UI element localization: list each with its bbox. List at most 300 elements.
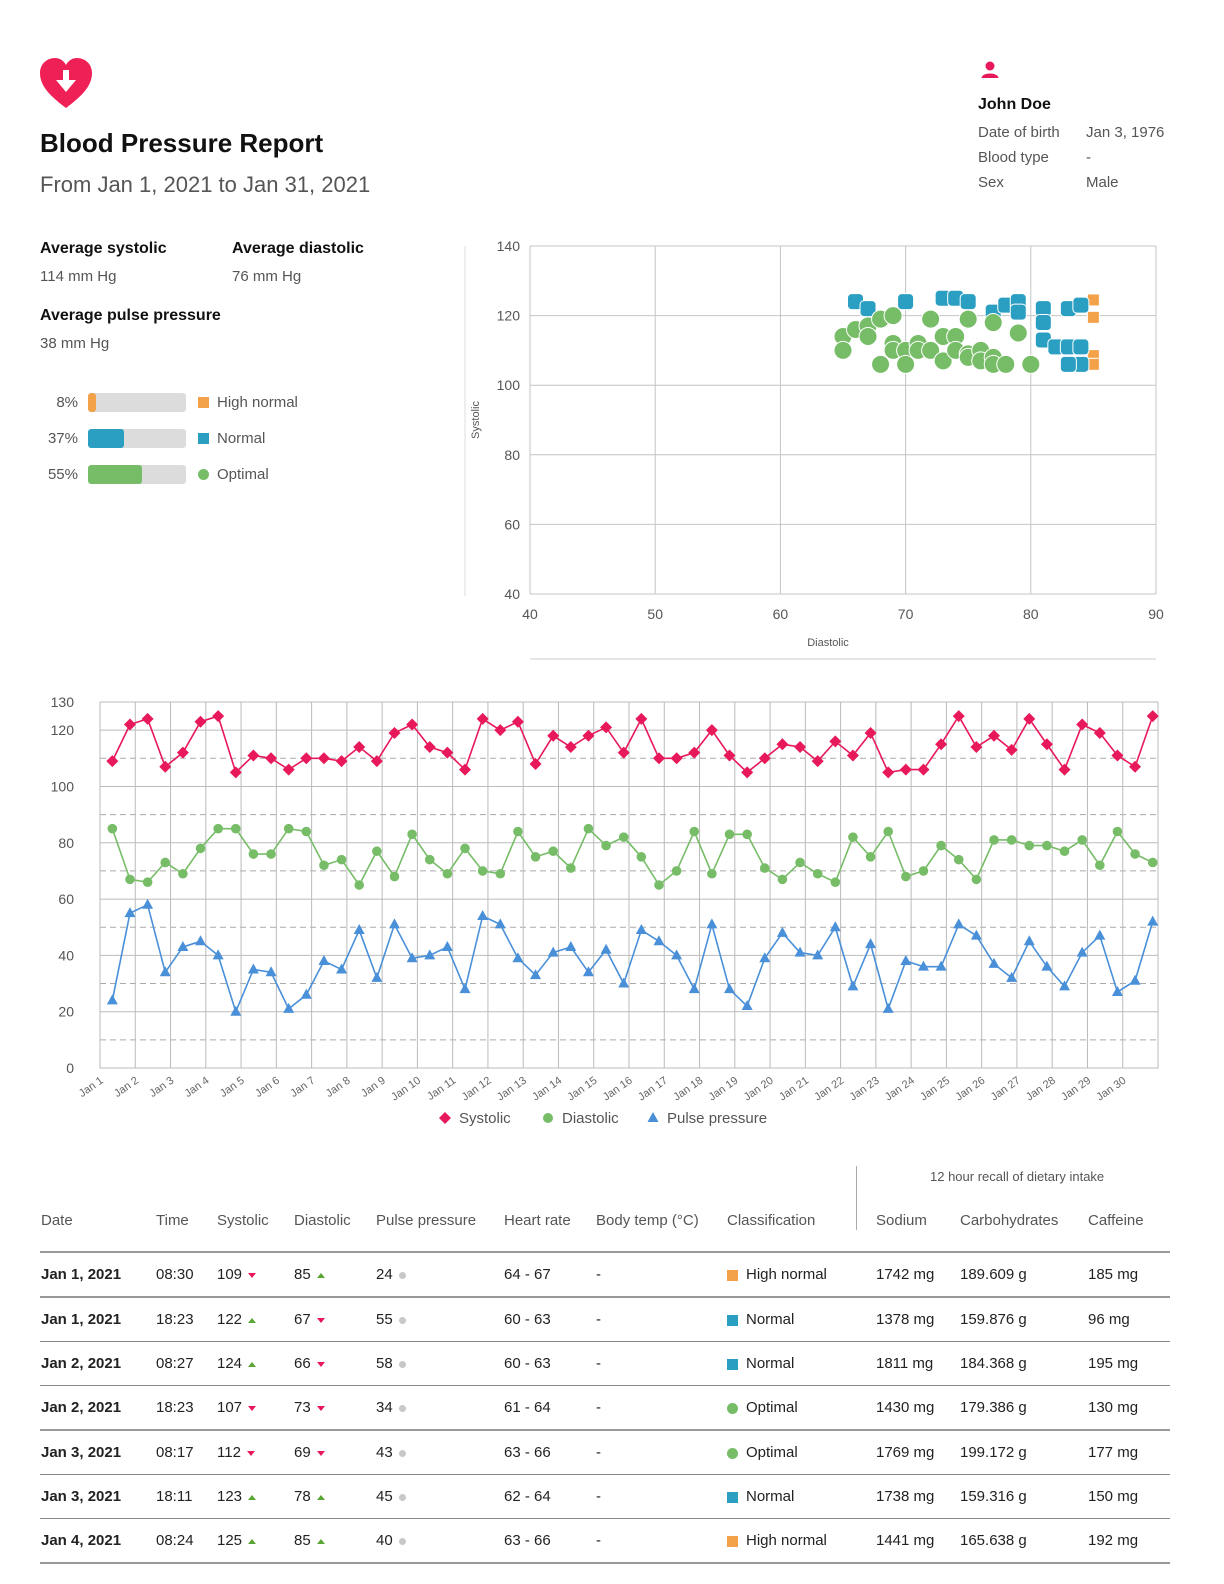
cell-pulse-pressure: 34 xyxy=(375,1386,503,1431)
distribution-high-normal: 8% High normal xyxy=(56,393,298,411)
systolic-point xyxy=(1147,710,1159,722)
cell-body-temp: - xyxy=(595,1430,726,1475)
systolic-point xyxy=(935,738,947,750)
pulse-pressure-point xyxy=(371,972,382,982)
diastolic-point xyxy=(760,863,770,873)
diastolic-point xyxy=(178,869,188,879)
cell-carbohydrates: 189.609 g xyxy=(959,1252,1087,1297)
cell-systolic: 109 xyxy=(216,1252,293,1297)
distribution-optimal: 55% Optimal xyxy=(47,465,269,483)
neutral-dot-icon xyxy=(399,1450,406,1457)
systolic-point xyxy=(618,747,630,759)
cell-heart-rate: 63 - 66 xyxy=(503,1430,595,1475)
trend-up-icon xyxy=(317,1539,325,1544)
diastolic-point xyxy=(672,866,682,876)
pulse-pressure-point xyxy=(389,918,400,928)
pulse-pressure-point xyxy=(283,1003,294,1013)
pulse-pressure-point xyxy=(460,983,471,993)
cell-diastolic: 73 xyxy=(293,1386,375,1431)
systolic-point xyxy=(1059,764,1071,776)
line-chart-x-tick-label: Jan 19 xyxy=(706,1074,741,1104)
diastolic-point xyxy=(689,827,699,837)
neutral-dot-icon xyxy=(399,1361,406,1368)
diastolic-point xyxy=(742,830,752,840)
cell-sodium: 1769 mg xyxy=(875,1430,959,1475)
systolic-point xyxy=(318,752,330,764)
diastolic-point xyxy=(407,830,417,840)
table-row xyxy=(40,1297,1170,1342)
cell-systolic: 107 xyxy=(216,1386,293,1431)
pulse-pressure-point xyxy=(1130,975,1141,985)
pulse-pressure-point xyxy=(248,963,259,973)
pulse-pressure-point xyxy=(442,941,453,951)
systolic-point xyxy=(1041,738,1053,750)
line-chart-x-tick-label: Jan 1 xyxy=(76,1074,106,1100)
cell-sodium: 1430 mg xyxy=(875,1386,959,1431)
pulse-pressure-point xyxy=(142,899,153,909)
pulse-pressure-point xyxy=(230,1006,241,1016)
cell-body-temp: - xyxy=(595,1475,726,1519)
diastolic-point xyxy=(302,827,312,837)
diastolic-point xyxy=(372,846,382,856)
neutral-dot-icon xyxy=(399,1317,406,1324)
pulse-pressure-point xyxy=(565,941,576,951)
cell-systolic: 124 xyxy=(216,1342,293,1386)
line-chart-x-tick-label: Jan 22 xyxy=(812,1074,847,1104)
pulse-pressure-point xyxy=(1112,986,1123,996)
legend-systolic-icon xyxy=(439,1112,451,1124)
pulse-pressure-point xyxy=(1147,916,1158,926)
systolic-point xyxy=(124,719,136,731)
pulse-pressure-point xyxy=(618,978,629,988)
scatter-point-high-normal xyxy=(1087,311,1099,323)
pulse-pressure-point xyxy=(777,927,788,937)
cell-date: Jan 2, 2021 xyxy=(40,1342,155,1386)
pulse-pressure-point xyxy=(989,958,1000,968)
diastolic-point xyxy=(831,877,841,887)
patient-field-dob: Date of birth Jan 3, 1976 xyxy=(978,124,1165,141)
diastolic-point xyxy=(566,863,576,873)
trend-up-icon xyxy=(317,1495,325,1500)
pulse-pressure-point xyxy=(883,1003,894,1013)
systolic-point xyxy=(1129,761,1141,773)
scatter-point-normal xyxy=(960,294,976,310)
line-chart-x-tick-label: Jan 2 xyxy=(112,1074,141,1100)
cell-classification: High normal xyxy=(726,1519,875,1564)
line-chart-x-tick-label: Jan 10 xyxy=(389,1074,424,1104)
cell-heart-rate: 62 - 64 xyxy=(503,1475,595,1519)
cell-systolic: 122 xyxy=(216,1297,293,1342)
systolic-point xyxy=(388,727,400,739)
line-chart-x-tick-label: Jan 21 xyxy=(777,1074,812,1104)
cell-heart-rate: 61 - 64 xyxy=(503,1386,595,1431)
table-row xyxy=(40,1519,1170,1564)
cell-date: Jan 3, 2021 xyxy=(40,1475,155,1519)
cell-sodium: 1811 mg xyxy=(875,1342,959,1386)
cell-systolic: 123 xyxy=(216,1475,293,1519)
cell-diastolic: 66 xyxy=(293,1342,375,1386)
line-chart-y-tick-label: 100 xyxy=(50,778,74,795)
systolic-point xyxy=(882,766,894,778)
systolic-point xyxy=(195,716,207,728)
normal-square-icon xyxy=(198,433,209,444)
trend-down-icon xyxy=(317,1451,325,1456)
cell-classification: Normal xyxy=(726,1475,875,1519)
cell-time: 18:11 xyxy=(155,1475,216,1519)
scatter-x-tick-label: 40 xyxy=(522,606,538,622)
systolic-point xyxy=(530,758,542,770)
diastolic-point xyxy=(883,827,893,837)
diastolic-point xyxy=(848,832,858,842)
cell-date: Jan 2, 2021 xyxy=(40,1386,155,1431)
pulse-pressure-point xyxy=(724,983,735,993)
diastolic-point xyxy=(231,824,241,834)
patient-field-sex: Sex Male xyxy=(978,174,1119,191)
cell-carbohydrates: 165.638 g xyxy=(959,1519,1087,1564)
diastolic-point xyxy=(548,846,558,856)
legend-diastolic-icon xyxy=(543,1113,553,1123)
scatter-point-optimal xyxy=(959,310,977,328)
diastolic-point xyxy=(143,877,153,887)
cell-heart-rate: 63 - 66 xyxy=(503,1519,595,1564)
page-title: Blood Pressure Report xyxy=(40,128,324,158)
systolic-point xyxy=(212,710,224,722)
trend-down-icon xyxy=(317,1362,325,1367)
pulse-pressure-point xyxy=(900,955,911,965)
cell-sodium: 1441 mg xyxy=(875,1519,959,1564)
diastolic-point xyxy=(936,841,946,851)
scatter-y-tick-label: 100 xyxy=(496,377,520,394)
scatter-y-tick-label: 140 xyxy=(496,238,520,254)
line-chart-x-tick-label: Jan 20 xyxy=(741,1074,776,1104)
avg-diastolic: Average diastolic 76 mm Hg xyxy=(232,240,364,285)
trend-up-icon xyxy=(248,1539,256,1544)
pulse-pressure-point xyxy=(971,930,982,940)
diastolic-point xyxy=(196,844,206,854)
cell-classification: Normal xyxy=(726,1297,875,1342)
line-chart-x-tick-label: Jan 3 xyxy=(147,1074,177,1100)
diastolic-point xyxy=(337,855,347,865)
diastolic-point xyxy=(637,852,647,862)
neutral-dot-icon xyxy=(399,1538,406,1545)
trend-down-icon xyxy=(317,1406,325,1411)
cell-classification: Normal xyxy=(726,1342,875,1386)
cell-body-temp: - xyxy=(595,1252,726,1297)
trend-down-icon xyxy=(248,1273,256,1278)
scatter-y-tick-label: 80 xyxy=(504,446,520,463)
cell-classification: High normal xyxy=(726,1252,875,1297)
diastolic-point xyxy=(919,866,929,876)
trend-down-icon xyxy=(317,1318,325,1323)
scatter-y-tick-label: 60 xyxy=(504,516,520,533)
systolic-point xyxy=(142,713,154,725)
pulse-pressure-point xyxy=(636,924,647,934)
pulse-pressure-point xyxy=(1024,935,1035,945)
scatter-point-optimal xyxy=(859,327,877,345)
col-time: Time xyxy=(155,1164,216,1252)
cell-body-temp: - xyxy=(595,1342,726,1386)
scatter-point-normal xyxy=(898,294,914,310)
line-chart-x-tick-label: Jan 23 xyxy=(847,1074,882,1104)
line-chart-x-tick-label: Jan 4 xyxy=(182,1074,212,1100)
systolic-point xyxy=(1076,719,1088,731)
cell-date: Jan 4, 2021 xyxy=(40,1519,155,1564)
diastolic-point xyxy=(725,830,735,840)
diastolic-point xyxy=(654,880,664,890)
line-chart-y-tick-label: 0 xyxy=(66,1060,74,1076)
systolic-point xyxy=(671,752,683,764)
pulse-pressure-point xyxy=(936,961,947,971)
cell-carbohydrates: 159.876 g xyxy=(959,1297,1087,1342)
scatter-x-tick-label: 70 xyxy=(897,606,914,622)
diastolic-point xyxy=(619,832,629,842)
pulse-pressure-point xyxy=(706,918,717,928)
cell-time: 08:30 xyxy=(155,1252,216,1297)
scatter-y-axis-label: Systolic xyxy=(470,401,482,439)
line-chart-x-tick-label: Jan 7 xyxy=(288,1074,318,1100)
systolic-point xyxy=(970,741,982,753)
cell-heart-rate: 60 - 63 xyxy=(503,1342,595,1386)
cell-systolic: 125 xyxy=(216,1519,293,1564)
distribution-normal: 37% Normal xyxy=(47,429,266,447)
pulse-pressure-point xyxy=(671,949,682,959)
diastolic-point xyxy=(531,852,541,862)
diastolic-point xyxy=(425,855,435,865)
line-chart xyxy=(40,690,1180,1140)
high-normal-square-icon xyxy=(198,397,209,408)
distribution-bar-fill xyxy=(88,393,96,412)
systolic-point xyxy=(565,741,577,753)
pulse-pressure-point xyxy=(1006,972,1017,982)
cell-time: 08:24 xyxy=(155,1519,216,1564)
line-chart-y-tick-label: 120 xyxy=(50,722,74,739)
systolic-point xyxy=(512,716,524,728)
line-chart-x-tick-label: Jan 27 xyxy=(988,1074,1023,1104)
cell-caffeine: 192 mg xyxy=(1087,1519,1170,1564)
trend-down-icon xyxy=(248,1406,256,1411)
cell-diastolic: 85 xyxy=(293,1519,375,1564)
cell-date: Jan 1, 2021 xyxy=(40,1252,155,1297)
cell-classification: Optimal xyxy=(726,1386,875,1431)
diastolic-point xyxy=(1024,841,1034,851)
line-chart-x-tick-label: Jan 30 xyxy=(1094,1074,1129,1104)
pulse-pressure-point xyxy=(107,994,118,1004)
cell-body-temp: - xyxy=(595,1297,726,1342)
cell-sodium: 1742 mg xyxy=(875,1252,959,1297)
diastolic-point xyxy=(108,824,118,834)
dietary-recall-label: 12 hour recall of dietary intake xyxy=(930,1169,1105,1184)
systolic-point xyxy=(283,764,295,776)
table-row xyxy=(40,1342,1170,1386)
pulse-pressure-point xyxy=(512,952,523,962)
cell-caffeine: 185 mg xyxy=(1087,1252,1170,1297)
systolic-point xyxy=(477,713,489,725)
cell-carbohydrates: 184.368 g xyxy=(959,1342,1087,1386)
scatter-chart xyxy=(460,236,1180,660)
col-pulse-pressure: Pulse pressure xyxy=(375,1164,503,1252)
diastolic-point xyxy=(989,835,999,845)
pulse-pressure-point xyxy=(354,924,365,934)
classification-square-icon xyxy=(727,1270,738,1281)
col-caffeine: Caffeine xyxy=(1087,1164,1170,1252)
table-row xyxy=(40,1252,1170,1297)
trend-down-icon xyxy=(247,1451,255,1456)
distribution-bar-fill xyxy=(88,465,142,484)
col-date: Date xyxy=(40,1164,155,1252)
line-chart-x-tick-label: Jan 8 xyxy=(323,1074,353,1100)
pulse-pressure-point xyxy=(653,935,664,945)
neutral-dot-icon xyxy=(399,1494,406,1501)
pulse-pressure-point xyxy=(830,921,841,931)
table-row xyxy=(40,1430,1170,1475)
scatter-point-normal xyxy=(1060,356,1076,372)
table-row xyxy=(40,1475,1170,1519)
legend-label: Diastolic xyxy=(562,1110,619,1127)
pulse-pressure-point xyxy=(213,949,224,959)
systolic-point xyxy=(106,755,118,767)
pulse-pressure-point xyxy=(953,918,964,928)
pulse-pressure-point xyxy=(477,910,488,920)
cell-heart-rate: 60 - 63 xyxy=(503,1297,595,1342)
diastolic-point xyxy=(266,849,276,859)
diastolic-point xyxy=(1095,860,1105,870)
neutral-dot-icon xyxy=(399,1272,406,1279)
table-row xyxy=(40,1386,1170,1431)
diastolic-point xyxy=(495,869,505,879)
patient-field-blood-type: Blood type - xyxy=(978,149,1091,166)
cell-pulse-pressure: 40 xyxy=(375,1519,503,1564)
cell-body-temp: - xyxy=(595,1386,726,1431)
diastolic-point xyxy=(795,858,805,868)
col-heart-rate: Heart rate xyxy=(503,1164,595,1252)
line-chart-x-tick-label: Jan 26 xyxy=(953,1074,988,1104)
trend-up-icon xyxy=(248,1495,256,1500)
avg-systolic: Average systolic 114 mm Hg xyxy=(40,240,167,285)
diastolic-point xyxy=(213,824,223,834)
readings-table xyxy=(40,1164,1170,1564)
col-carbohydrates: Carbohydrates xyxy=(959,1164,1087,1252)
cell-heart-rate: 64 - 67 xyxy=(503,1252,595,1297)
line-chart-x-tick-label: Jan 24 xyxy=(882,1074,917,1104)
diastolic-point xyxy=(901,872,911,882)
diastolic-point xyxy=(125,875,135,885)
line-chart-y-tick-label: 40 xyxy=(58,947,74,964)
cell-sodium: 1378 mg xyxy=(875,1297,959,1342)
diastolic-point xyxy=(866,852,876,862)
systolic-point xyxy=(900,764,912,776)
systolic-point xyxy=(917,764,929,776)
diastolic-point xyxy=(1148,858,1158,868)
neutral-dot-icon xyxy=(399,1405,406,1412)
line-chart-y-tick-label: 60 xyxy=(58,891,74,908)
systolic-point xyxy=(600,721,612,733)
systolic-point xyxy=(582,730,594,742)
cell-systolic: 112 xyxy=(216,1430,293,1475)
scatter-x-axis-label: Diastolic xyxy=(807,637,849,649)
scatter-point-optimal xyxy=(834,341,852,359)
line-chart-x-tick-label: Jan 13 xyxy=(494,1074,529,1104)
line-chart-y-tick-label: 130 xyxy=(50,694,74,710)
cell-caffeine: 130 mg xyxy=(1087,1386,1170,1431)
line-series-systolic xyxy=(112,716,1152,772)
scatter-y-tick-label: 120 xyxy=(496,307,520,324)
cell-diastolic: 67 xyxy=(293,1297,375,1342)
classification-square-icon xyxy=(727,1536,738,1547)
scatter-y-tick-label: 40 xyxy=(504,586,520,602)
diastolic-point xyxy=(319,860,329,870)
diastolic-point xyxy=(249,849,259,859)
diastolic-point xyxy=(972,875,982,885)
cell-pulse-pressure: 24 xyxy=(375,1252,503,1297)
cell-pulse-pressure: 58 xyxy=(375,1342,503,1386)
diastolic-point xyxy=(460,844,470,854)
patient-card xyxy=(978,58,1188,199)
cell-pulse-pressure: 45 xyxy=(375,1475,503,1519)
cell-caffeine: 96 mg xyxy=(1087,1297,1170,1342)
pulse-pressure-point xyxy=(195,935,206,945)
col-sodium: Sodium xyxy=(875,1164,959,1252)
cell-date: Jan 3, 2021 xyxy=(40,1430,155,1475)
col-systolic: Systolic xyxy=(216,1164,293,1252)
diastolic-point xyxy=(1130,849,1140,859)
pulse-pressure-point xyxy=(301,989,312,999)
col-body-temp: Body temp (°C) xyxy=(595,1164,726,1252)
line-chart-x-tick-label: Jan 12 xyxy=(459,1074,494,1104)
cell-diastolic: 85 xyxy=(293,1252,375,1297)
cell-time: 18:23 xyxy=(155,1386,216,1431)
cell-diastolic: 69 xyxy=(293,1430,375,1475)
line-series-pulse-pressure xyxy=(112,905,1152,1012)
cell-pulse-pressure: 43 xyxy=(375,1430,503,1475)
diastolic-point xyxy=(584,824,594,834)
diastolic-point xyxy=(160,858,170,868)
cell-classification: Optimal xyxy=(726,1430,875,1475)
pulse-pressure-point xyxy=(601,944,612,954)
scatter-point-optimal xyxy=(997,355,1015,373)
diastolic-point xyxy=(707,869,717,879)
line-chart-x-tick-label: Jan 14 xyxy=(530,1074,565,1104)
classification-circle-icon xyxy=(727,1448,738,1459)
line-chart-y-tick-label: 80 xyxy=(58,834,74,851)
diastolic-point xyxy=(1113,827,1123,837)
diastolic-point xyxy=(478,866,488,876)
line-chart-y-tick-label: 20 xyxy=(58,1003,74,1020)
line-chart-x-tick-label: Jan 6 xyxy=(253,1074,283,1100)
systolic-point xyxy=(953,710,965,722)
systolic-point xyxy=(494,724,506,736)
systolic-point xyxy=(635,713,647,725)
col-diastolic: Diastolic xyxy=(293,1164,375,1252)
legend-label: Systolic xyxy=(459,1110,511,1127)
cell-carbohydrates: 179.386 g xyxy=(959,1386,1087,1431)
line-chart-x-tick-label: Jan 16 xyxy=(600,1074,635,1104)
line-chart-x-tick-label: Jan 18 xyxy=(671,1074,706,1104)
heart-logo-icon xyxy=(38,56,94,110)
line-chart-x-tick-label: Jan 29 xyxy=(1059,1074,1094,1104)
cell-time: 08:27 xyxy=(155,1342,216,1386)
cell-date: Jan 1, 2021 xyxy=(40,1297,155,1342)
table-header-row xyxy=(40,1164,1170,1252)
classification-square-icon xyxy=(727,1492,738,1503)
diastolic-point xyxy=(1077,835,1087,845)
patient-name: John Doe xyxy=(978,96,1051,113)
diastolic-point xyxy=(1007,835,1017,845)
scatter-point-optimal xyxy=(1009,324,1027,342)
cell-caffeine: 195 mg xyxy=(1087,1342,1170,1386)
trend-up-icon xyxy=(317,1273,325,1278)
avg-pulse-pressure: Average pulse pressure 38 mm Hg xyxy=(40,307,221,352)
scatter-point-normal xyxy=(1073,339,1089,355)
